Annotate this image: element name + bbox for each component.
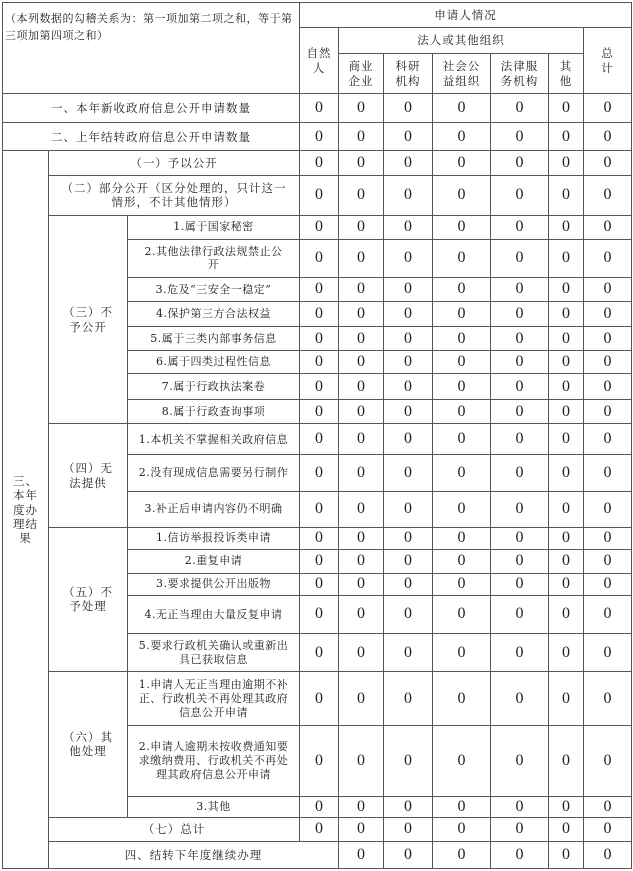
cell-value: 0 (549, 634, 584, 672)
cell-value: 0 (300, 175, 339, 215)
cell-value: 0 (433, 549, 491, 573)
cell-value: 0 (339, 277, 384, 301)
cell-value: 0 (549, 841, 584, 868)
cell-value: 0 (433, 527, 491, 549)
cell-value: 0 (549, 374, 584, 400)
row-label: 2.没有现成信息需要另行制作 (128, 455, 300, 491)
cell-value: 0 (300, 374, 339, 400)
cell-value: 0 (339, 796, 384, 817)
cell-value: 0 (339, 726, 384, 796)
cell-value: 0 (584, 175, 632, 215)
cell-value: 0 (549, 573, 584, 595)
cell-value: 0 (384, 549, 433, 573)
cell-value: 0 (433, 634, 491, 672)
group-label-buyuchuli: （五）不予处理 (49, 527, 128, 671)
cell-value: 0 (584, 634, 632, 672)
cell-value: 0 (549, 726, 584, 796)
cell-value: 0 (584, 817, 632, 841)
cell-value: 0 (433, 595, 491, 633)
cell-value: 0 (433, 215, 491, 239)
cell-value: 0 (300, 400, 339, 424)
cell-value: 0 (433, 94, 491, 123)
cell-value: 0 (300, 634, 339, 672)
cell-value: 0 (584, 123, 632, 151)
row-label: 6.属于四类过程性信息 (128, 351, 300, 374)
row-label: 1.信访举报投诉类申请 (128, 527, 300, 549)
cell-value: 0 (433, 400, 491, 424)
cell-value: 0 (300, 595, 339, 633)
cell-value: 0 (584, 239, 632, 277)
cell-value: 0 (384, 672, 433, 726)
cell-value: 0 (384, 424, 433, 455)
cell-value: 0 (300, 491, 339, 527)
cell-value: 0 (384, 573, 433, 595)
cell-value: 0 (584, 841, 632, 868)
cell-value: 0 (339, 175, 384, 215)
cell-value: 0 (433, 123, 491, 151)
org-type-header: 商业企业 (339, 54, 384, 94)
cell-value: 0 (549, 491, 584, 527)
cell-value: 0 (300, 215, 339, 239)
cell-value: 0 (584, 277, 632, 301)
cell-value: 0 (433, 151, 491, 175)
cell-value: 0 (491, 491, 549, 527)
row-label: 4.保护第三方合法权益 (128, 301, 300, 326)
org-type-header: 其他 (549, 54, 584, 94)
cell-value: 0 (584, 151, 632, 175)
row-label: 1.本机关不掌握相关政府信息 (128, 424, 300, 455)
cell-value: 0 (433, 491, 491, 527)
cell-value: 0 (300, 672, 339, 726)
cell-value: 0 (339, 527, 384, 549)
cell-value: 0 (339, 351, 384, 374)
cell-value: 0 (384, 374, 433, 400)
cell-value: 0 (584, 573, 632, 595)
cell-value: 0 (384, 215, 433, 239)
cell-value: 0 (300, 455, 339, 491)
row-label: 3.危及“三安全一稳定” (128, 277, 300, 301)
cell-value: 0 (384, 277, 433, 301)
cell-value: 0 (339, 327, 384, 351)
cell-value: 0 (384, 455, 433, 491)
cell-value: 0 (384, 817, 433, 841)
cell-value: 0 (549, 351, 584, 374)
cell-value: 0 (491, 277, 549, 301)
cell-value: 0 (584, 374, 632, 400)
cell-value: 0 (491, 726, 549, 796)
cell-value: 0 (491, 94, 549, 123)
cell-value: 0 (384, 123, 433, 151)
cell-value: 0 (339, 841, 384, 868)
cell-value: 0 (549, 400, 584, 424)
cell-value: 0 (549, 595, 584, 633)
cell-value: 0 (549, 175, 584, 215)
row-label: 4.无正当理由大量反复申请 (128, 595, 300, 633)
cell-value: 0 (384, 491, 433, 527)
cell-value: 0 (433, 817, 491, 841)
cell-value: 0 (384, 151, 433, 175)
cell-value: 0 (491, 817, 549, 841)
cell-value: 0 (584, 726, 632, 796)
row-label: 7.属于行政执法案卷 (128, 374, 300, 400)
cell-value: 0 (300, 327, 339, 351)
row-label: 1.属于国家秘密 (128, 215, 300, 239)
cell-value: 0 (384, 634, 433, 672)
cell-value: 0 (300, 123, 339, 151)
cell-value: 0 (549, 123, 584, 151)
section-three-label: 三、本年度办理结果 (3, 151, 49, 869)
row-label: 四、结转下年度继续办理 (49, 841, 339, 868)
cell-value: 0 (433, 672, 491, 726)
cell-value: 0 (549, 672, 584, 726)
cell-value: 0 (584, 491, 632, 527)
row-label: 1.申请人无正当理由逾期不补正、行政机关不再处理其政府信息公开申请 (128, 672, 300, 726)
cell-value: 0 (584, 796, 632, 817)
cell-value: 0 (339, 549, 384, 573)
cell-value: 0 (584, 400, 632, 424)
cell-value: 0 (300, 424, 339, 455)
cell-value: 0 (339, 455, 384, 491)
cell-value: 0 (584, 455, 632, 491)
org-type-header: 法律服务机构 (491, 54, 549, 94)
row-label: （七）总计 (49, 817, 300, 841)
cell-value: 0 (433, 455, 491, 491)
cell-value: 0 (433, 277, 491, 301)
cell-value: 0 (491, 841, 549, 868)
cell-value: 0 (584, 527, 632, 549)
row-label: （二）部分公开（区分处理的，只计这一情形，不计其他情形） (49, 175, 300, 215)
cell-value: 0 (491, 672, 549, 726)
cell-value: 0 (491, 351, 549, 374)
cell-value: 0 (300, 351, 339, 374)
row-label: 2.其他法律行政法规禁止公开 (128, 239, 300, 277)
cell-value: 0 (584, 301, 632, 326)
cell-value: 0 (584, 549, 632, 573)
cell-value: 0 (300, 549, 339, 573)
applicant-situation-header: 申请人情况 (300, 3, 632, 28)
cell-value: 0 (384, 726, 433, 796)
cell-value: 0 (384, 841, 433, 868)
cell-value: 0 (384, 527, 433, 549)
cell-value: 0 (584, 94, 632, 123)
cell-value: 0 (300, 277, 339, 301)
cell-value: 0 (300, 239, 339, 277)
cell-value: 0 (549, 796, 584, 817)
cell-value: 0 (384, 94, 433, 123)
cell-value: 0 (549, 424, 584, 455)
cell-value: 0 (491, 455, 549, 491)
cell-value: 0 (433, 175, 491, 215)
cell-value: 0 (584, 351, 632, 374)
cell-value: 0 (549, 817, 584, 841)
cell-value: 0 (491, 424, 549, 455)
cell-value: 0 (549, 549, 584, 573)
cell-value: 0 (339, 215, 384, 239)
cell-value: 0 (584, 595, 632, 633)
cell-value: 0 (384, 327, 433, 351)
cell-value: 0 (433, 374, 491, 400)
row-label: 3.其他 (128, 796, 300, 817)
row-label: 5.要求行政机关确认或重新出具已获取信息 (128, 634, 300, 672)
cell-value: 0 (584, 215, 632, 239)
cell-value: 0 (491, 301, 549, 326)
cell-value: 0 (549, 94, 584, 123)
cell-value: 0 (384, 595, 433, 633)
cell-value: 0 (433, 841, 491, 868)
cell-value: 0 (584, 672, 632, 726)
cell-value: 0 (433, 796, 491, 817)
cell-value: 0 (300, 573, 339, 595)
cell-value: 0 (339, 94, 384, 123)
cell-value: 0 (433, 301, 491, 326)
table-note: （本列数据的勾稽关系为：第一项加第二项之和，等于第三项加第四项之和） (3, 3, 300, 94)
cell-value: 0 (491, 549, 549, 573)
row-label: （一）予以公开 (49, 151, 300, 175)
cell-value: 0 (384, 175, 433, 215)
cell-value: 0 (300, 94, 339, 123)
cell-value: 0 (491, 151, 549, 175)
org-type-header: 科研机构 (384, 54, 433, 94)
cell-value: 0 (584, 424, 632, 455)
cell-value: 0 (339, 672, 384, 726)
row-label: 3.要求提供公开出版物 (128, 573, 300, 595)
cell-value: 0 (339, 424, 384, 455)
gov-info-disclosure-table (2, 2, 632, 869)
cell-value: 0 (491, 374, 549, 400)
cell-value: 0 (549, 455, 584, 491)
cell-value: 0 (491, 634, 549, 672)
cell-value: 0 (549, 277, 584, 301)
cell-value: 0 (433, 239, 491, 277)
cell-value: 0 (384, 796, 433, 817)
natural-person-header: 自然人 (300, 28, 339, 94)
row-label: 2.申请人逾期未按收费通知要求缴纳费用、行政机关不再处理其政府信息公开申请 (128, 726, 300, 796)
cell-value: 0 (549, 215, 584, 239)
cell-value: 0 (549, 151, 584, 175)
row-label: 8.属于行政查询事项 (128, 400, 300, 424)
org-type-header: 社会公益组织 (433, 54, 491, 94)
cell-value: 0 (300, 817, 339, 841)
cell-value: 0 (339, 123, 384, 151)
cell-value: 0 (549, 239, 584, 277)
group-label-wufa: （四）无法提供 (49, 424, 128, 527)
cell-value: 0 (339, 817, 384, 841)
cell-value: 0 (549, 301, 584, 326)
cell-value: 0 (433, 726, 491, 796)
cell-value: 0 (491, 796, 549, 817)
row-label: 一、本年新收政府信息公开申请数量 (3, 94, 300, 123)
cell-value: 0 (433, 327, 491, 351)
cell-value: 0 (300, 726, 339, 796)
cell-value: 0 (339, 634, 384, 672)
cell-value: 0 (339, 151, 384, 175)
cell-value: 0 (549, 527, 584, 549)
cell-value: 0 (300, 151, 339, 175)
cell-value: 0 (384, 351, 433, 374)
cell-value: 0 (300, 527, 339, 549)
cell-value: 0 (339, 239, 384, 277)
cell-value: 0 (491, 595, 549, 633)
cell-value: 0 (491, 400, 549, 424)
legal-group-header: 法人或其他组织 (339, 28, 584, 54)
cell-value: 0 (384, 301, 433, 326)
cell-value: 0 (491, 239, 549, 277)
cell-value: 0 (491, 573, 549, 595)
total-header: 总计 (584, 28, 632, 94)
group-label-qita: （六）其他处理 (49, 672, 128, 817)
cell-value: 0 (549, 327, 584, 351)
cell-value: 0 (339, 400, 384, 424)
group-label-buyu: （三）不予公开 (49, 215, 128, 424)
cell-value: 0 (384, 400, 433, 424)
cell-value: 0 (491, 123, 549, 151)
row-label: 5.属于三类内部事务信息 (128, 327, 300, 351)
cell-value: 0 (339, 573, 384, 595)
cell-value: 0 (584, 327, 632, 351)
cell-value: 0 (433, 351, 491, 374)
cell-value: 0 (339, 301, 384, 326)
row-label: 3.补正后申请内容仍不明确 (128, 491, 300, 527)
cell-value: 0 (300, 796, 339, 817)
cell-value: 0 (339, 491, 384, 527)
cell-value: 0 (491, 527, 549, 549)
cell-value: 0 (300, 301, 339, 326)
cell-value: 0 (433, 424, 491, 455)
cell-value: 0 (491, 215, 549, 239)
cell-value: 0 (491, 175, 549, 215)
row-label: 2.重复申请 (128, 549, 300, 573)
cell-value: 0 (339, 374, 384, 400)
cell-value: 0 (339, 595, 384, 633)
cell-value: 0 (491, 327, 549, 351)
row-label: 二、上年结转政府信息公开申请数量 (3, 123, 300, 151)
cell-value: 0 (433, 573, 491, 595)
cell-value: 0 (384, 239, 433, 277)
